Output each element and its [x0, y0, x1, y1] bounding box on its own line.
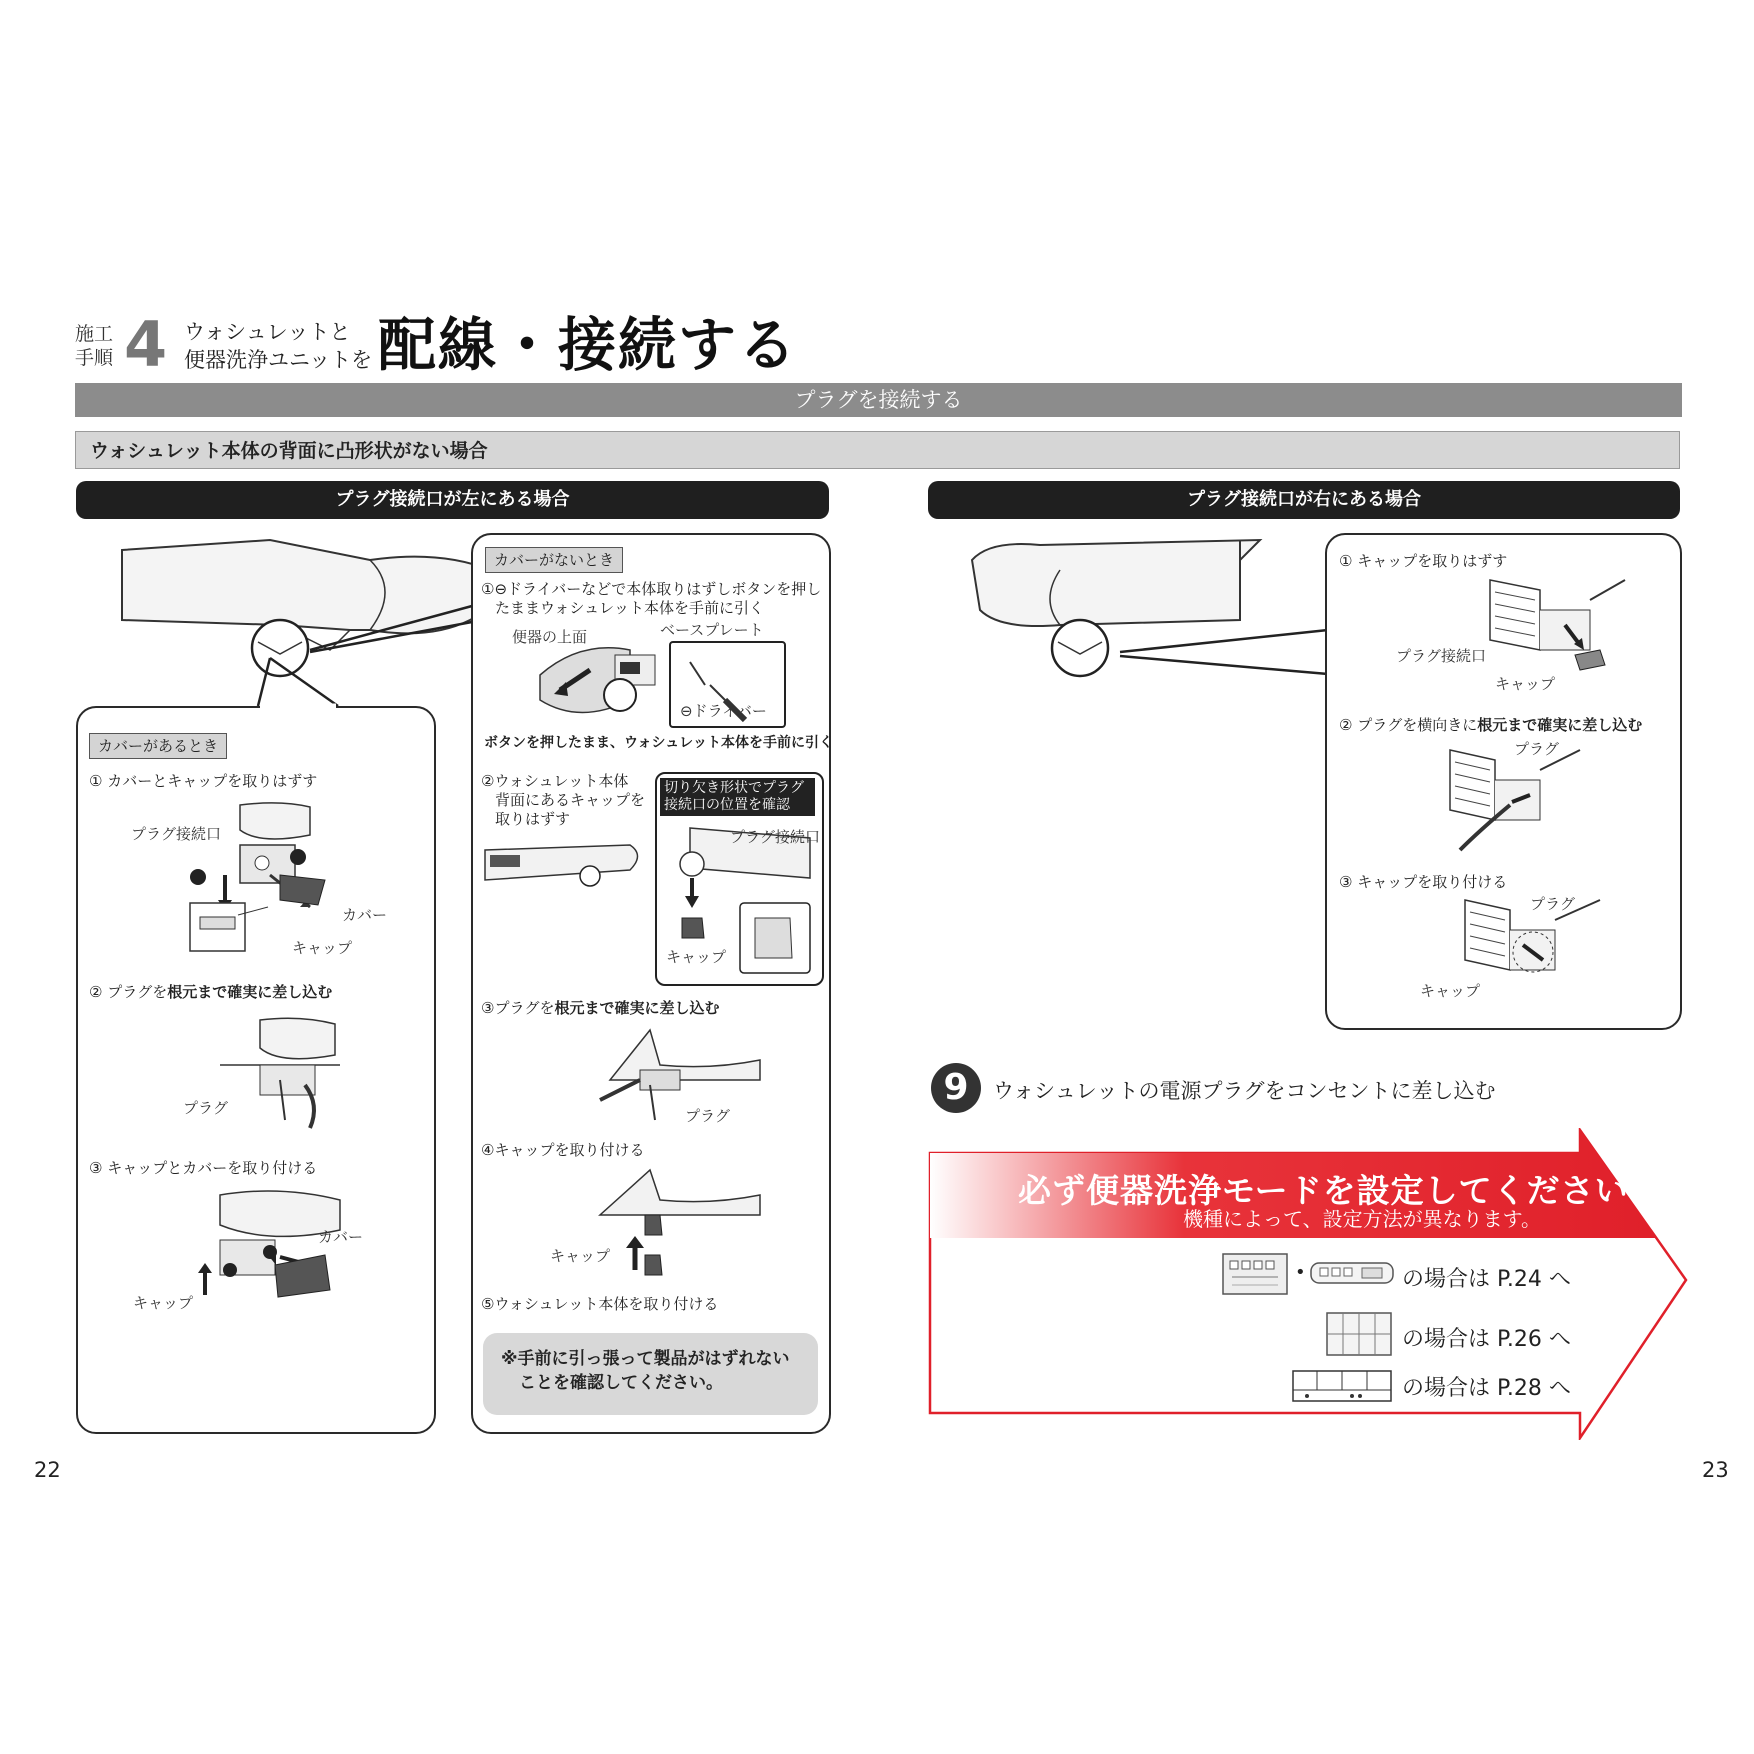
- label-driver: ⊖ドライバー: [680, 702, 767, 720]
- label-cap-r3: キャップ: [1420, 982, 1481, 1000]
- right-cap-removal-illustration: [1480, 570, 1630, 690]
- remote-type4-icon: [1292, 1370, 1392, 1402]
- step2-emphasis: 根元まで確実に差し込む: [167, 983, 333, 1001]
- step2-line3: 取りはずす: [495, 810, 571, 828]
- label-plug-r2: プラグ: [1514, 740, 1560, 758]
- notch-callout: [660, 778, 815, 816]
- step-9-text: ウォシュレットの電源プラグをコンセントに差し込む: [993, 1079, 1496, 1103]
- label-cap-r1: キャップ: [1495, 675, 1556, 693]
- label-plug-r3: プラグ: [1530, 895, 1576, 913]
- ref-bullet: •: [1295, 1262, 1306, 1283]
- with-cover-step3: ③ キャップとカバーを取り付ける: [89, 1159, 318, 1177]
- remote-type3-icon: [1326, 1312, 1392, 1356]
- label-base-plate: ベースプレート: [660, 621, 764, 639]
- without-cover-step4: ④キャップを取り付ける: [481, 1141, 645, 1159]
- without-cover-tag: カバーがないとき: [485, 547, 623, 573]
- label-cap-a1: キャップ: [292, 939, 353, 957]
- page-title: 配線・接続する: [378, 311, 799, 379]
- cover-removal-illustration: [140, 795, 390, 965]
- step1-line1: ①⊖ドライバーなどで本体取りはずしボタンを押し: [481, 580, 822, 598]
- label-cap-a3: キャップ: [133, 1294, 194, 1312]
- plug-insert-illustration-b: [590, 1020, 770, 1130]
- step-label: [75, 322, 113, 370]
- section-band: プラグを接続する: [75, 383, 1682, 417]
- mode-headline: 必ず便器洗浄モードを設定してください: [1018, 1171, 1629, 1210]
- label-cap-b4: キャップ: [550, 1247, 611, 1265]
- step1-line2: たままウォシュレット本体を手前に引く: [495, 599, 764, 617]
- label-cover-a1: カバー: [342, 906, 388, 924]
- label-plug-b3: プラグ: [685, 1107, 731, 1125]
- without-cover-step2: [481, 772, 645, 829]
- callout-pointer-b: [300, 600, 480, 670]
- label-cap-b2: キャップ: [666, 948, 727, 966]
- with-cover-tag: カバーがあるとき: [89, 733, 227, 759]
- label-plug-port-b2: プラグ接続口: [730, 828, 821, 846]
- step2-line2: 背面にあるキャップを: [495, 791, 646, 809]
- r-step2-prefix: ② プラグを横向きに: [1339, 716, 1478, 734]
- right-step2: [1339, 716, 1642, 735]
- notch-callout-line1: 切り欠き形状でプラグ: [664, 780, 804, 796]
- step2-prefix: ② プラグを: [89, 983, 168, 1001]
- right-step1: ① キャップを取りはずす: [1339, 552, 1508, 570]
- cap-attach-illustration-b: [590, 1160, 770, 1280]
- r-step2-emphasis: 根元まで確実に差し込む: [1477, 716, 1643, 734]
- label-plug-port-r1: プラグ接続口: [1396, 647, 1487, 665]
- subtitle-line1: ウォシュレットと: [184, 320, 351, 344]
- ref-p26: の場合は P.26 へ: [1402, 1327, 1571, 1352]
- left-case-pill: プラグ接続口が左にある場合: [76, 481, 829, 519]
- page-number-left: 22: [34, 1458, 61, 1482]
- note-line1: ※手前に引っ張って製品がはずれない: [501, 1349, 790, 1369]
- remote-type1-icon: [1222, 1253, 1288, 1295]
- washlet-side-illustration: [480, 840, 645, 900]
- b-step3-prefix: ③プラグを: [481, 999, 555, 1017]
- step-9-number: 9: [931, 1063, 981, 1113]
- right-case-pill: プラグ接続口が右にある場合: [928, 481, 1680, 519]
- callout-pointer-c: [1110, 600, 1340, 680]
- step-label-line2: 手順: [75, 347, 114, 369]
- ref-p24: の場合は P.24 へ: [1402, 1267, 1571, 1292]
- with-cover-step2: [89, 983, 332, 1002]
- notch-callout-line2: 接続口の位置を確認: [664, 797, 790, 813]
- condition-band: ウォシュレット本体の背面に凸形状がない場合: [75, 431, 1680, 469]
- b-step3-emphasis: 根元まで確実に差し込む: [554, 999, 720, 1017]
- with-cover-step1: ① カバーとキャップを取りはずす: [89, 772, 318, 790]
- right-step3: ③ キャップを取り付ける: [1339, 873, 1508, 891]
- without-cover-step3: [481, 999, 719, 1018]
- step-number: 4: [124, 308, 168, 381]
- label-cover-a3: カバー: [318, 1228, 364, 1246]
- without-cover-step1: [481, 580, 821, 618]
- without-cover-step5: ⑤ウォシュレット本体を取り付ける: [481, 1295, 719, 1313]
- mode-subtext: 機種によって、設定方法が異なります。: [1183, 1207, 1541, 1231]
- step-label-line1: 施工: [75, 323, 114, 345]
- remote-type2-icon: [1310, 1262, 1394, 1284]
- step1-caption: ボタンを押したまま、ウォシュレット本体を手前に引く: [484, 735, 834, 751]
- step2-line1: ②ウォシュレット本体: [481, 772, 629, 790]
- page-number-right: 23: [1702, 1458, 1729, 1482]
- note-line2: ことを確認してください。: [519, 1373, 723, 1393]
- header-subtitle: [184, 318, 372, 374]
- label-plug-a2: プラグ: [183, 1099, 229, 1117]
- label-plug-port-a1: プラグ接続口: [131, 825, 222, 843]
- subtitle-line2: 便器洗浄ユニットを: [184, 348, 373, 372]
- ref-p28: の場合は P.28 へ: [1402, 1376, 1571, 1401]
- label-toilet-top: 便器の上面: [512, 628, 588, 646]
- caution-note: [483, 1333, 818, 1415]
